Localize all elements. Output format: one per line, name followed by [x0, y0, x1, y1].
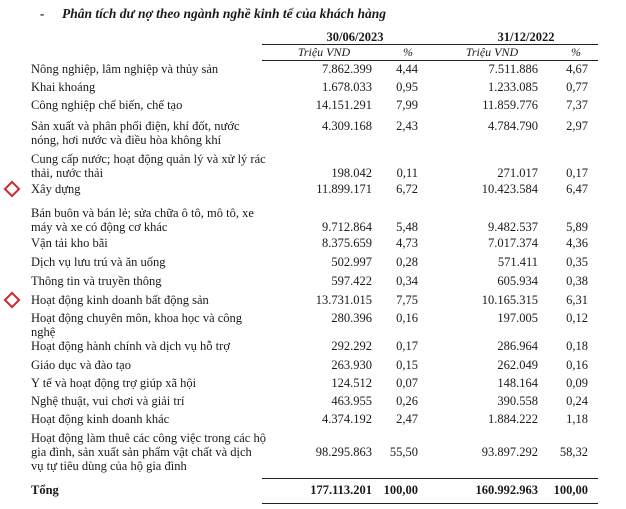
pct-2023: 0,07	[396, 376, 418, 390]
pct-2023: 2,47	[396, 412, 418, 426]
amount-2023: 198.042	[331, 166, 372, 180]
amount-2023: 280.396	[331, 311, 372, 325]
highlight-diamond-icon	[4, 292, 21, 309]
total-rule-bottom-2023	[262, 503, 430, 504]
sector-label: Hoạt động kinh doanh bất động sản	[31, 293, 209, 307]
pct-2023: 4,44	[396, 62, 418, 76]
sector-label: Hoạt động làm thuê các công việc trong các hộ gia đình, sản xuất sản phẩm vật chất và dịch vụ tự tiêu dùng của hộ gia đình	[31, 431, 266, 473]
total-label: Tổng	[31, 483, 59, 497]
pct-2022: 6,47	[566, 182, 588, 196]
pct-2022: 0,09	[566, 376, 588, 390]
amount-2022: 7.017.374	[488, 236, 538, 250]
pct-2022: 0,38	[566, 274, 588, 288]
sector-label: Hoạt động chuyên môn, khoa học và công nghệ	[31, 311, 243, 339]
pct-2023: 0,34	[396, 274, 418, 288]
pct-2023: 0,17	[396, 339, 418, 353]
amount-2022: 10.165.315	[481, 293, 538, 307]
pct-2022: 5,89	[566, 220, 588, 234]
unit-pct-2023: %	[403, 45, 413, 59]
unit-rule	[262, 60, 598, 61]
pct-2023: 0,28	[396, 255, 418, 269]
pct-2023: 5,48	[396, 220, 418, 234]
sector-label: Cung cấp nước; hoạt động quản lý và xử lý rác thải, nước thải	[31, 152, 266, 180]
pct-2022: 0,12	[566, 311, 588, 325]
amount-2023: 98.295.863	[315, 445, 372, 459]
amount-2023: 7.862.399	[322, 62, 372, 76]
pct-2022: 58,32	[559, 445, 588, 459]
amount-2023: 463.955	[331, 394, 372, 408]
total-pct-2023: 100,00	[383, 483, 418, 497]
sector-label: Xây dựng	[31, 182, 81, 196]
amount-2023: 597.422	[331, 274, 372, 288]
pct-2022: 7,37	[566, 98, 588, 112]
sector-label: Khai khoáng	[31, 80, 96, 94]
section-title	[40, 6, 386, 22]
amount-2023: 124.512	[331, 376, 372, 390]
amount-2023: 13.731.015	[315, 293, 372, 307]
unit-pct-2022: %	[571, 45, 581, 59]
pct-2022: 4,67	[566, 62, 588, 76]
pct-2023: 0,95	[396, 80, 418, 94]
amount-2022: 1.884.222	[488, 412, 538, 426]
pct-2023: 0,11	[396, 166, 418, 180]
pct-2022: 0,35	[566, 255, 588, 269]
title-text: Phân tích dư nợ theo ngành nghề kinh tế của khách hàng	[62, 6, 387, 21]
sector-label: Sản xuất và phân phối điện, khí đốt, nước nóng, hơi nước và điều hòa không khí	[31, 119, 240, 147]
total-rule-top-pct-2022	[554, 478, 598, 479]
sector-label: Dịch vụ lưu trú và ăn uống	[31, 255, 166, 269]
amount-2023: 11.899.171	[316, 182, 372, 196]
pct-2022: 0,77	[566, 80, 588, 94]
sector-label: Hoạt động hành chính và dịch vụ hỗ trợ	[31, 339, 230, 353]
pct-2023: 6,72	[396, 182, 418, 196]
amount-2022: 286.964	[497, 339, 538, 353]
total-amount-2023: 177.113.201	[310, 483, 372, 497]
total-rule-top-2022	[430, 478, 554, 479]
amount-2022: 262.049	[497, 358, 538, 372]
pct-2022: 0,17	[566, 166, 588, 180]
period-header-2022: 31/12/2022	[497, 30, 555, 44]
total-amount-2022: 160.992.963	[475, 483, 538, 497]
period-header-2023: 30/06/2023	[326, 30, 384, 44]
sector-label: Giáo dục và đào tạo	[31, 358, 131, 372]
pct-2023: 0,26	[396, 394, 418, 408]
amount-2022: 148.164	[497, 376, 538, 390]
amount-2023: 502.997	[331, 255, 372, 269]
amount-2023: 8.375.659	[322, 236, 372, 250]
amount-2023: 9.712.864	[322, 220, 372, 234]
amount-2022: 390.558	[497, 394, 538, 408]
total-rule-top-pct-2023	[386, 478, 430, 479]
pct-2023: 4,73	[396, 236, 418, 250]
total-rule-top-2023	[262, 478, 386, 479]
pct-2022: 4,36	[566, 236, 588, 250]
pct-2022: 0,24	[566, 394, 588, 408]
highlight-diamond-icon	[4, 181, 21, 198]
amount-2022: 10.423.584	[481, 182, 538, 196]
pct-2023: 0,15	[396, 358, 418, 372]
amount-2023: 4.309.168	[322, 119, 372, 133]
amount-2022: 1.233.085	[488, 80, 538, 94]
pct-2022: 2,97	[566, 119, 588, 133]
total-rule-bottom-2022	[430, 503, 598, 504]
sector-label: Nông nghiệp, lâm nghiệp và thủy sản	[31, 62, 219, 76]
amount-2022: 7.511.886	[488, 62, 538, 76]
pct-2022: 1,18	[566, 412, 588, 426]
sector-label: Hoạt động kinh doanh khác	[31, 412, 170, 426]
amount-2022: 571.411	[497, 255, 538, 269]
amount-2023: 14.151.291	[315, 98, 372, 112]
amount-2022: 9.482.537	[488, 220, 538, 234]
sector-label: Công nghiệp chế biến, chế tạo	[31, 98, 183, 112]
title-dash: -	[40, 6, 45, 21]
pct-2022: 0,16	[566, 358, 588, 372]
amount-2022: 11.859.776	[482, 98, 538, 112]
sector-label: Nghệ thuật, vui chơi và giải trí	[31, 394, 185, 408]
pct-2023: 2,43	[396, 119, 418, 133]
amount-2023: 292.292	[331, 339, 372, 353]
unit-amount-2023: Triệu VND	[297, 45, 351, 59]
amount-2022: 4.784.790	[488, 119, 538, 133]
sector-label: Vận tải kho bãi	[31, 236, 108, 250]
amount-2022: 197.005	[497, 311, 538, 325]
sector-label: Thông tin và truyền thông	[31, 274, 162, 288]
amount-2023: 263.930	[331, 358, 372, 372]
pct-2023: 55,50	[389, 445, 418, 459]
amount-2023: 1.678.033	[322, 80, 372, 94]
pct-2022: 6,31	[566, 293, 588, 307]
pct-2022: 0,18	[566, 339, 588, 353]
total-pct-2022: 100,00	[553, 483, 588, 497]
pct-2023: 7,75	[396, 293, 418, 307]
pct-2023: 0,16	[396, 311, 418, 325]
sector-label: Bán buôn và bán lẻ; sửa chữa ô tô, mô tô, xe máy và xe có động cơ khác	[31, 206, 254, 234]
amount-2022: 93.897.292	[481, 445, 538, 459]
amount-2022: 605.934	[497, 274, 538, 288]
amount-2022: 271.017	[497, 166, 538, 180]
pct-2023: 7,99	[396, 98, 418, 112]
sector-label: Y tế và hoạt động trợ giúp xã hội	[31, 376, 197, 390]
amount-2023: 4.374.192	[322, 412, 372, 426]
unit-amount-2022: Triệu VND	[465, 45, 519, 59]
